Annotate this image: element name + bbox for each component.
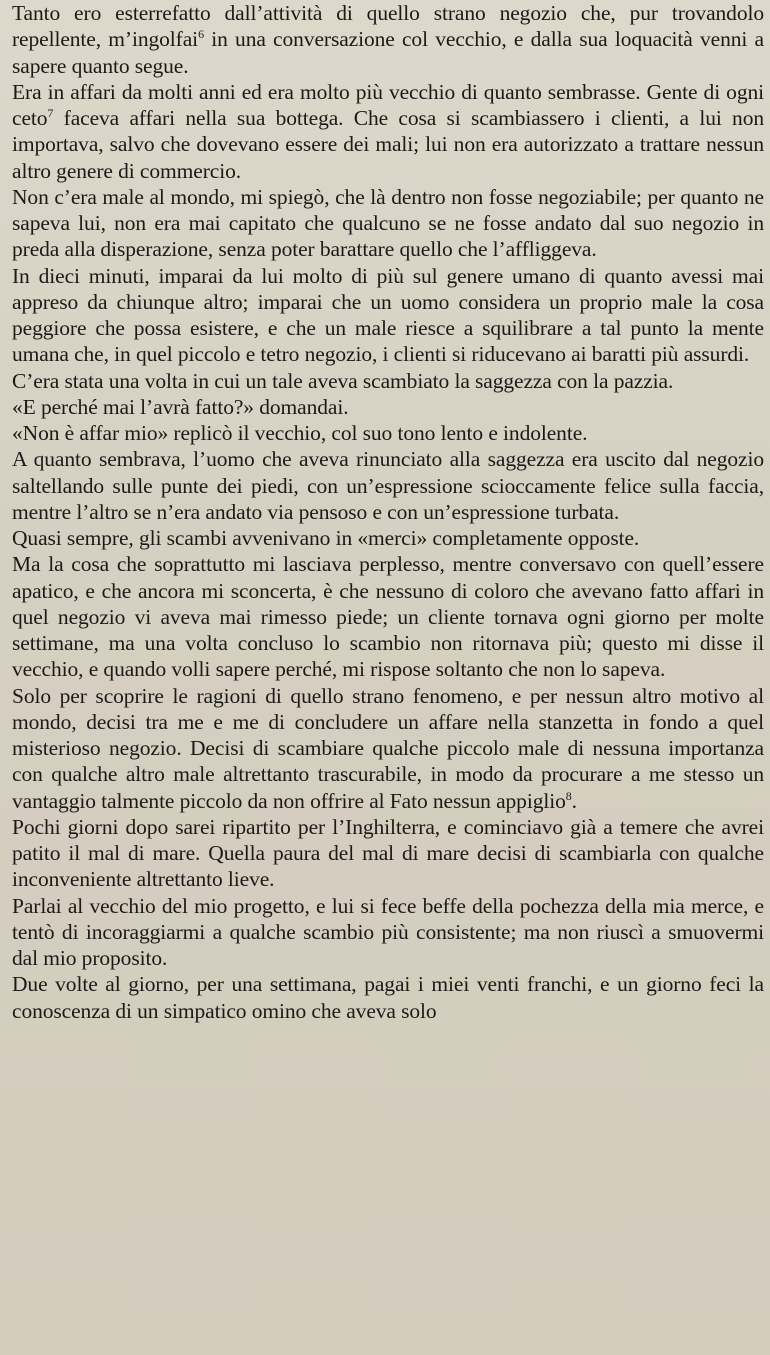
paragraph-text: Solo per scoprire le ragioni di quello strano fenomeno, e per nessun altro motivo al mondo, decisi tra me e me di concludere un affare nella stanzetta in fondo a quel misterioso negozio. Decisi di scambiare qualche piccolo male di nessuna importanza con qualche altro male altrettanto trascurabile, in modo da procurare a me stesso un vantaggio talmente piccolo da non offrire al Fato nessun appiglio [12, 683, 764, 813]
paragraph [12, 184, 764, 263]
footnote-marker: 7 [47, 105, 54, 120]
footnote-marker: 6 [198, 27, 204, 42]
paragraph [12, 79, 764, 184]
paragraph-text: faceva affari nella sua bottega. Che cosa si scambiassero i clienti, a lui non importava, salvo che dovevano essere dei mali; lui non era autorizzato a trattare nessun altro genere di commercio. [12, 106, 764, 183]
paragraph-text: «Non è affar mio» replicò il vecchio, col suo tono lento e indolente. [12, 421, 588, 445]
paragraph [12, 525, 764, 551]
paragraph-text: Tanto ero esterrefatto dall’attività di quello strano negozio che, pur trovandolo repellente, m’ingolfai [12, 1, 764, 52]
paragraph-text: Non c’era male al mondo, mi spiegò, che là dentro non fosse negoziabile; per quanto ne sapeva lui, non era mai capitato che qualcuno se ne fosse andato dal suo negozio in preda alla disperazione, senza poter barattare quello che l’affliggeva. [12, 184, 764, 262]
paragraph-text: Parlai al vecchio del mio progetto, e lui si fece beffe della pochezza della mia merce, e tentò di incoraggiarmi a qualche scambio più consistente; ma non riuscì a smuovermi dal mio proposito. [12, 893, 764, 970]
paragraph-text: Ma la cosa che soprattutto mi lasciava perplesso, mentre conversavo con quell’essere apatico, e che ancora mi sconcerta, è che nessuno di coloro che avevano fatto affari in quel negozio vi aveva mai rimesso piede; un cliente tornava ogni giorno per molte settimane, ma una volta concluso lo scambio non ritornava più; questo mi disse il vecchio, e quando volli sapere perché, mi rispose soltanto che non lo sapeva. [12, 552, 764, 682]
paragraph [12, 446, 764, 525]
paragraph-text: Era in affari da molti anni ed era molto più vecchio di quanto sembrasse. Gente di ogni ceto [12, 79, 764, 130]
footnote-marker: 8 [565, 788, 572, 803]
paragraph [12, 683, 764, 814]
paragraph-text: «E perché mai l’avrà fatto?» domandai. [12, 394, 349, 419]
paragraph-text: . [571, 788, 577, 813]
paragraph [12, 420, 764, 446]
paragraph-text: A quanto sembrava, l’uomo che aveva rinunciato alla saggezza era uscito dal negozio saltellando sulle punte dei piedi, con un’espressione scioccamente felice sulla faccia, mentre l’altro se n’era andato via pensoso e con un’espressione turbata. [12, 447, 764, 524]
paragraph [12, 263, 764, 368]
body-text [12, 0, 764, 1024]
paragraph-text: C’era stata una volta in cui un tale aveva scambiato la saggezza con la pazzia. [12, 368, 674, 393]
paragraph [12, 971, 764, 1024]
paragraph [12, 893, 764, 972]
paragraph-text: In dieci minuti, imparai da lui molto di più sul genere umano di quanto avessi mai appreso da chiunque altro; imparai che un uomo considera un proprio male la cosa peggiore che possa esistere, e che un male riesce a squilibrare a tal punto la mente umana che, in quel piccolo e tetro negozio, i clienti si riducevano ai baratti più assurdi. [12, 263, 764, 367]
paragraph [12, 368, 764, 394]
paragraph-text: Pochi giorni dopo sarei ripartito per l’Inghilterra, e cominciavo già a temere che avrei patito il mal di mare. Quella paura del mal di mare decisi di scambiarla con qualche inconveniente altrettanto lieve. [12, 814, 764, 892]
paragraph-text: Quasi sempre, gli scambi avvenivano in «merci» completamente opposte. [12, 526, 640, 550]
paragraph [12, 551, 764, 682]
paragraph-text: Due volte al giorno, per una settimana, pagai i miei venti franchi, e un giorno feci la conoscenza di un simpatico omino che aveva solo [12, 972, 764, 1023]
paragraph [12, 394, 764, 420]
paragraph [12, 0, 764, 79]
paragraph [12, 814, 764, 893]
paragraph-text: in una conversazione col vecchio, e dalla sua loquacità venni a sapere quanto segue. [12, 27, 764, 78]
